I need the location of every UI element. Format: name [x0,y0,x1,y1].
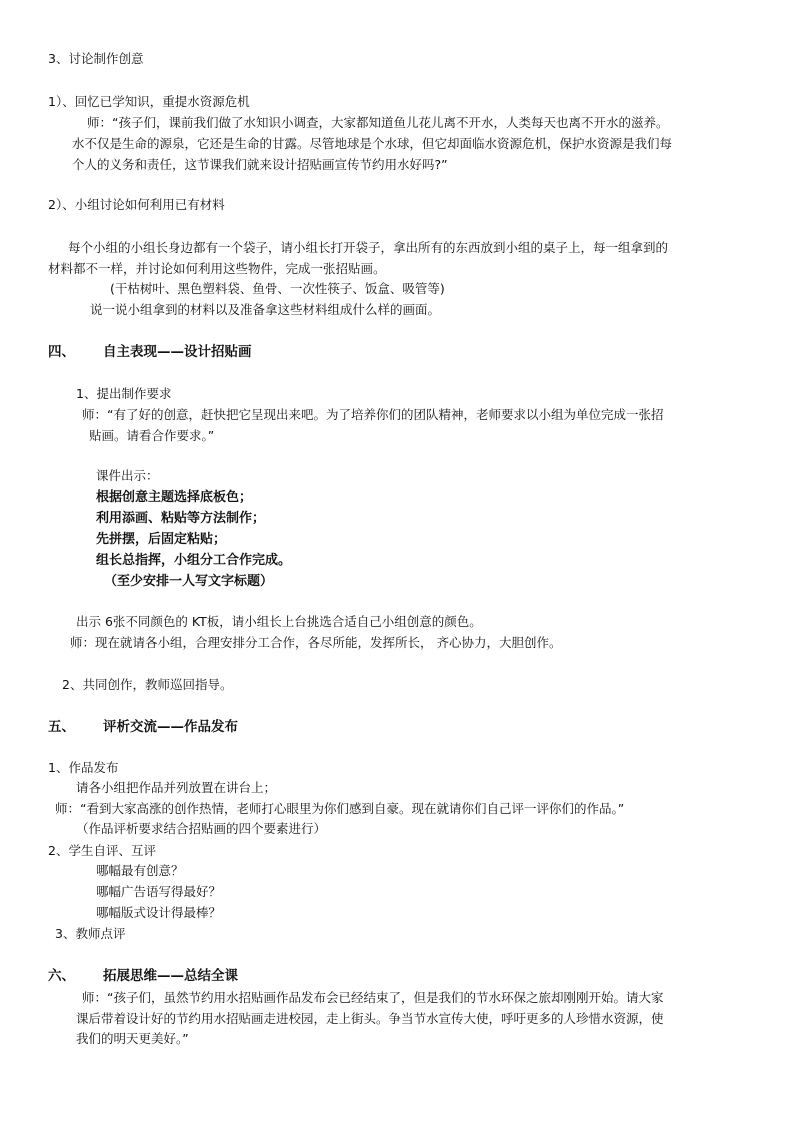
list-item: 1、作品发布 [48,760,119,775]
section-title: 自主表现——设计招贴画 [103,344,252,360]
question-item: 哪幅最有创意？ [96,863,184,878]
paragraph-line: 出示 6张不同颜色的 KT板，请小组长上台挑选合适自己小组创意的颜色。 [76,614,482,629]
requirement-item: 利用添画、粘贴等方法制作； [96,511,266,526]
section-number: 五、 [48,719,75,735]
subheading-recall: 1）、回忆已学知识，重提水资源危机 [48,94,250,109]
section-5-heading [48,718,238,736]
subheading-materials: 2）、小组讨论如何利用已有材料 [48,197,225,212]
paragraph-line: 材料都不一样，并讨论如何利用这些物件，完成一张招贴画。 [48,261,386,276]
requirement-note: （至少安排一人写文字标题） [104,574,274,589]
section-title: 拓展思维——总结全课 [103,968,238,984]
question-item: 哪幅版式设计得最棒？ [96,905,222,920]
paragraph-line: 个人的义务和责任，这节课我们就来设计招贴画宣传节约用水好吗?” [72,157,448,172]
paragraph-line: 师：现在就请各小组，合理安排分工合作，各尽所能，发挥所长， 齐心协力，大胆创作。 [70,635,562,650]
section-number: 六、 [48,968,75,984]
paragraph-line: 说一说小组拿到的材料以及准备拿这些材料组成什么样的画面。 [90,302,441,317]
paragraph-line: 水不仅是生命的源泉，它还是生命的甘露。尽管地球是个水球，但它却面临水资源危机，保护水资源是我们每 [72,136,673,151]
paragraph-line: 贴画。请看合作要求。” [89,428,215,443]
materials-list: (干枯树叶、黑色塑料袋、鱼骨、一次性筷子、饭盒、吸管等) [110,281,445,296]
section-number: 四、 [48,344,75,360]
paragraph-line: 我们的明天更美好。” [76,1031,189,1046]
paragraph-line: 师：“看到大家高涨的创作热情，老师打心眼里为你们感到自豪。现在就请你们自己评一评你们的作品。” [55,801,625,816]
courseware-label: 课件出示： [96,468,159,483]
paragraph-line: 师：“有了好的创意，赶快把它呈现出来吧。为了培养你们的团队精神，老师要求以小组为单位完成一张招 [82,407,664,422]
list-item: 1、提出制作要求 [76,386,172,401]
paragraph-line: 师：“孩子们，虽然节约用水招贴画作品发布会已经结束了，但是我们的节水环保之旅却刚刚开始。请大家 [82,990,664,1005]
list-item: 2、共同创作，教师巡回指导。 [62,677,233,692]
paragraph-line: 课后带着设计好的节约用水招贴画走进校园，走上街头。争当节水宣传大使，呼吁更多的人珍惜水资源，使 [76,1011,664,1026]
paragraph-line: 每个小组的小组长身边都有一个袋子，请小组长打开袋子，拿出所有的东西放到小组的桌子上，每一组拿到的 [68,240,669,255]
paragraph-line: （作品评析要求结合招贴画的四个要素进行） [76,821,327,836]
question-item: 哪幅广告语写得最好？ [96,884,222,899]
requirement-item: 根据创意主题选择底板色； [96,490,253,505]
requirement-item: 组长总指挥，小组分工合作完成。 [96,553,292,568]
list-item: 2、学生自评、互评 [48,843,156,858]
section-3-heading: 3、讨论制作创意 [48,51,144,66]
section-6-heading [48,967,238,985]
paragraph-line: 师：“孩子们，课前我们做了水知识小调查，大家都知道鱼儿花儿离不开水，人类每天也离不开水的滋养。 [87,115,669,130]
section-title: 评析交流——作品发布 [103,719,238,735]
section-4-heading [48,343,252,361]
paragraph-line: 请各小组把作品并列放置在讲台上； [76,780,277,795]
list-item: 3、教师点评 [55,926,126,941]
requirement-item: 先拼摆，后固定粘贴； [96,532,227,547]
